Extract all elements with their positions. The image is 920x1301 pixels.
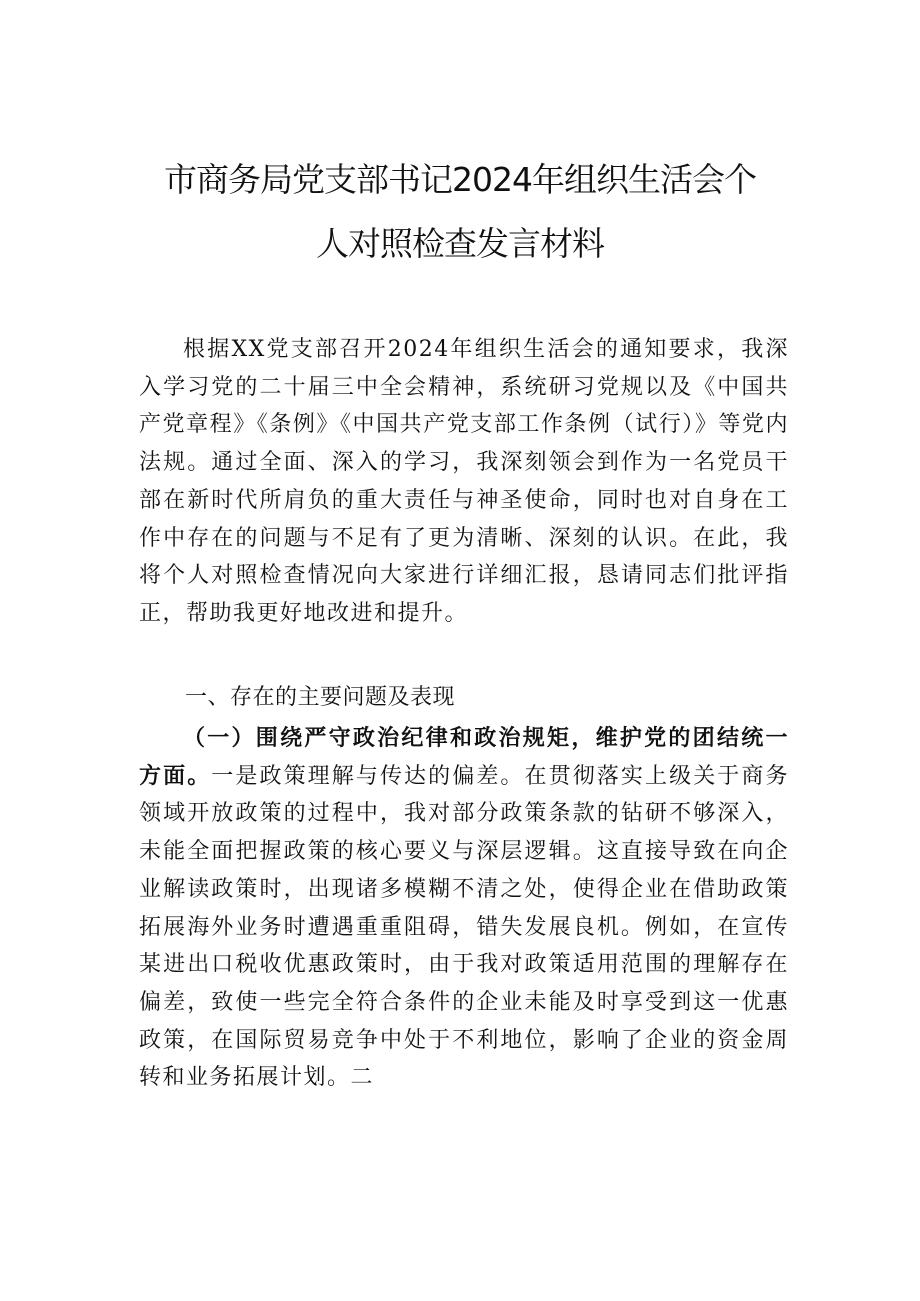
- document-title-line-1: 市商务局党支部书记2024年组织生活会个: [164, 160, 756, 199]
- subsection-body-1: 一是政策理解与传达的偏差。在贯彻落实上级关于商务领域开放政策的过程中，我对部分政策条款的钻研不够深入，未能全面把握政策的核心要义与深层逻辑。这直接导致在向企业解读政策时，出现诸多模糊不清之处，使得企业在借助政策拓展海外业务时遭遇重重阻碍，错失发展良机。例如，在宣传某进出口税收优惠政策时，由于我对政策适用范围的理解存在偏差，致使一些完全符合条件的企业未能及时享受到这一优惠政策，在国际贸易竞争中处于不利地位，影响了企业的资金周转和业务拓展计划。二: [139, 763, 789, 1091]
- section-heading-problems: 一、存在的主要问题及表现: [185, 685, 456, 710]
- document-title-line-2: 人对照检查发言材料: [316, 224, 604, 263]
- subsection-heading-1: （一）围绕严守政治纪律和政治规矩，维护党的团结统一方面。: [139, 725, 789, 789]
- subsection-paragraph-1: [139, 720, 789, 1097]
- intro-paragraph: 根据XX党支部召开2024年组织生活会的通知要求，我深入学习党的二十届三中全会精神，系统研习党规以及《中国共产党章程》《条例》《中国共产党支部工作条例（试行）》等党内法规。通过全面、深入的学习，我深刻领会到作为一名党员干部在新时代所肩负的重大责任与神圣使命，同时也对自身在工作中存在的问题与不足有了更为清晰、深刻的认识。在此，我将个人对照检查情况向大家进行详细汇报，恳请同志们批评指正，帮助我更好地改进和提升。: [139, 337, 789, 626]
